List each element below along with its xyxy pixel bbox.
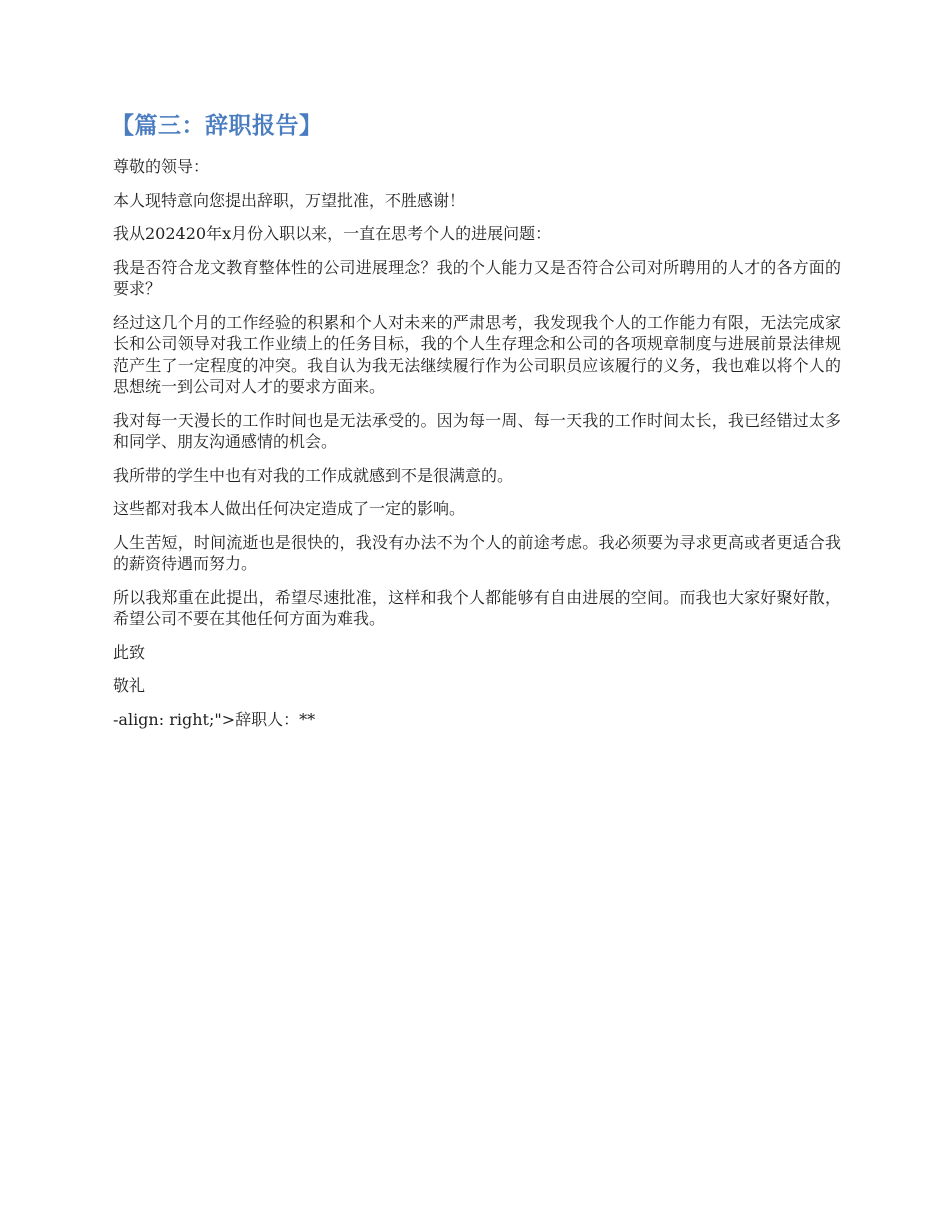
paragraph: 本人现特意向您提出辞职，万望批准，不胜感谢！ bbox=[113, 190, 466, 210]
signature-line: -align: right;">辞职人：** bbox=[113, 709, 316, 729]
paragraph: 人生苦短，时间流逝也是很快的，我没有办法不为个人的前途考虑。我必须要为寻求更高或者更适合我的薪资待遇而努力。 bbox=[113, 532, 841, 573]
document-title: 【篇三：辞职报告】 bbox=[111, 113, 323, 139]
paragraph: 这些都对我本人做出任何决定造成了一定的影响。 bbox=[113, 499, 466, 518]
paragraph: 我从202420年x月份入职以来，一直在思考个人的进展问题： bbox=[113, 224, 552, 243]
closing-regards: 敬礼 bbox=[113, 676, 146, 695]
paragraph: 经过这几个月的工作经验的积累和个人对未来的严肃思考，我发现我个人的工作能力有限，无法完成家长和公司领导对我工作业绩上的任务目标，我的个人生存理念和公司的各项规章制度与进展前景法律规范产生了一定程度的冲突。我自认为我无法继续履行作为公司职员应该履行的义务，我也难以将个人的思想统一到公司对人才的要求方面来。 bbox=[113, 312, 841, 396]
paragraph: 我所带的学生中也有对我的工作成就感到不是很满意的。 bbox=[113, 465, 514, 485]
paragraph: 我是否符合龙文教育整体性的公司进展理念？我的个人能力又是否符合公司对所聘用的人才的各方面的要求？ bbox=[113, 257, 841, 298]
paragraph: 所以我郑重在此提出，希望尽速批准，这样和我个人都能够有自由进展的空间。而我也大家好聚好散，希望公司不要在其他任何方面为难我。 bbox=[113, 587, 841, 628]
closing-line: 此致 bbox=[113, 642, 146, 662]
salutation: 尊敬的领导： bbox=[113, 157, 210, 176]
paragraph: 我对每一天漫长的工作时间也是无法承受的。因为每一周、每一天我的工作时间太长，我已经错过太多和同学、朋友沟通感情的机会。 bbox=[113, 410, 841, 451]
document-body bbox=[113, 108, 841, 730]
